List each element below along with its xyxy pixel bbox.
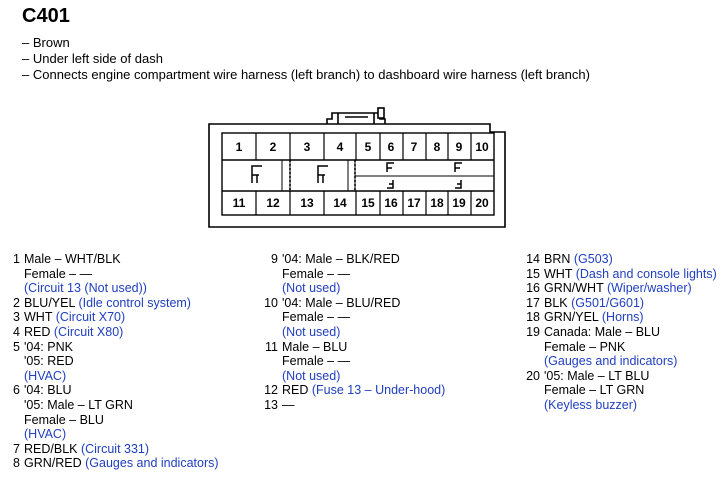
pin-description xyxy=(20,442,149,457)
pin-number: 18 xyxy=(526,310,540,325)
pin-entry xyxy=(522,267,717,282)
wire-color-text: WHT xyxy=(24,310,56,325)
pin-description-line xyxy=(24,413,133,428)
pin-description xyxy=(540,252,613,267)
wire-color-text: Canada: Male – BLU xyxy=(544,324,661,339)
pin-entry xyxy=(522,325,717,369)
pin-entry xyxy=(263,252,445,296)
pin-description-line xyxy=(282,340,350,355)
wire-color-text: '04: PNK xyxy=(24,339,73,354)
pin-entry xyxy=(6,456,219,471)
circuit-reference-link[interactable]: (Not used) xyxy=(282,324,341,339)
wire-color-text: Female – — xyxy=(282,354,351,369)
pin-entry xyxy=(6,310,219,325)
pin-description xyxy=(540,369,649,413)
wire-color-text: GRN/RED xyxy=(24,456,86,471)
pin-description xyxy=(278,296,400,340)
pin-label: 14 xyxy=(333,196,347,210)
pin-number: 14 xyxy=(526,252,540,266)
pin-description-line xyxy=(544,340,677,355)
circuit-reference-link[interactable]: (Circuit 331) xyxy=(80,441,150,456)
pin-label: 3 xyxy=(303,140,311,154)
pin-description-line xyxy=(282,398,295,413)
pin-description xyxy=(20,456,219,471)
pin-number: 19 xyxy=(526,324,540,339)
pin-description-line xyxy=(24,281,147,296)
pin-entry xyxy=(6,252,219,296)
pin-entry xyxy=(263,296,445,340)
pin-number: 10 xyxy=(264,295,278,310)
pin-description-line xyxy=(282,310,400,325)
pin-description-line xyxy=(282,354,350,369)
pin-label: 6 xyxy=(387,140,395,154)
pin-description-line xyxy=(24,398,133,413)
wire-color-text: Male – WHT/BLK xyxy=(24,252,121,266)
wire-color-text: Male – BLU xyxy=(282,339,348,354)
pin-entry xyxy=(522,310,717,325)
wire-color-text: Female – — xyxy=(282,310,351,325)
pin-number: 7 xyxy=(13,441,20,456)
circuit-reference-link[interactable]: (G501/G601) xyxy=(571,295,645,310)
circuit-reference-link[interactable]: (Gauges and indicators) xyxy=(85,456,219,471)
wire-color-text: Female – — xyxy=(282,266,351,281)
pin-entry xyxy=(6,442,219,457)
pin-description-line xyxy=(282,383,445,398)
pin-label: 20 xyxy=(475,196,489,210)
circuit-reference-link[interactable]: (Wiper/washer) xyxy=(606,281,692,296)
pin-description-line xyxy=(544,267,717,282)
wire-color-text: GRN/YEL xyxy=(544,310,602,325)
circuit-reference-link[interactable]: (Not used) xyxy=(282,368,341,383)
pin-label: 5 xyxy=(364,140,372,154)
pin-description-line xyxy=(282,325,400,340)
pin-description xyxy=(20,252,147,296)
pin-description-line xyxy=(544,398,649,413)
pin-description-line xyxy=(24,267,147,282)
wire-color-text: RED/BLK xyxy=(24,441,81,456)
pin-description-line xyxy=(24,456,219,471)
pin-description xyxy=(278,340,350,384)
pin-label: 13 xyxy=(300,196,314,210)
pin-label: 8 xyxy=(433,140,441,154)
pin-description xyxy=(20,310,125,325)
pin-number: 5 xyxy=(13,339,20,354)
wire-color-text: '04: BLU xyxy=(24,383,72,398)
wire-color-text: BLK xyxy=(544,295,572,310)
pin-label: 2 xyxy=(269,140,277,154)
wire-color-text: '04: Male – BLK/RED xyxy=(282,252,400,266)
wire-color-text: '04: Male – BLU/RED xyxy=(282,295,401,310)
pin-label: 19 xyxy=(452,196,466,210)
pin-description-line xyxy=(24,369,74,384)
pin-description-line xyxy=(24,325,123,340)
pin-number: 20 xyxy=(526,368,540,383)
pin-entry xyxy=(263,398,445,413)
pin-description xyxy=(278,383,445,398)
pin-entry xyxy=(263,383,445,398)
pin-description-line xyxy=(544,369,649,384)
wire-color-text: Female – — xyxy=(24,266,93,281)
pin-list-column-3 xyxy=(522,252,717,413)
pin-number: 12 xyxy=(264,383,278,398)
pin-entry xyxy=(522,281,717,296)
detail-connects: – Connects engine compartment wire harness (left branch) to dashboard wire harness (left branch) xyxy=(22,67,590,82)
pin-description-line xyxy=(24,296,191,311)
terminal-symbol-icon xyxy=(318,166,328,183)
pin-description xyxy=(278,398,295,413)
wire-color-text: Female – PNK xyxy=(544,339,626,354)
pin-list-column-1 xyxy=(6,252,219,471)
pin-description-line xyxy=(282,267,400,282)
pin-description-line xyxy=(24,427,133,442)
pin-number: 2 xyxy=(13,295,20,310)
pin-number: 8 xyxy=(13,456,20,471)
pin-number: 13 xyxy=(264,397,278,412)
pin-entry xyxy=(522,296,717,311)
wire-color-text: Female – BLU xyxy=(24,412,104,427)
pin-description-line xyxy=(544,325,677,340)
connector-latch xyxy=(327,113,385,124)
pin-description-line xyxy=(282,296,400,311)
terminal-symbol-icon xyxy=(387,163,394,172)
wire-color-text: WHT xyxy=(544,266,576,281)
circuit-reference-link[interactable]: (Circuit X70) xyxy=(55,310,126,325)
pin-description xyxy=(20,383,133,441)
pin-number: 9 xyxy=(271,252,278,266)
pin-description-line xyxy=(544,383,649,398)
pin-label: 1 xyxy=(235,140,243,154)
pin-number: 3 xyxy=(13,310,20,325)
pin-number: 11 xyxy=(265,339,278,354)
wire-color-text: '05: Male – LT BLU xyxy=(544,368,650,383)
pin-label: 16 xyxy=(384,196,398,210)
circuit-reference-link[interactable]: (HVAC) xyxy=(24,427,67,442)
pin-description-line xyxy=(282,369,350,384)
circuit-reference-link[interactable]: (Circuit X80) xyxy=(53,324,124,339)
pin-entry xyxy=(6,340,219,384)
pin-description xyxy=(20,340,74,384)
pin-description-line xyxy=(282,281,400,296)
pin-description-line xyxy=(544,252,613,267)
pin-number: 16 xyxy=(526,281,540,296)
pin-description-line xyxy=(24,340,74,355)
pin-number: 4 xyxy=(13,324,20,339)
pin-description-line xyxy=(282,252,400,267)
pin-label: 10 xyxy=(475,140,489,154)
pin-number: 6 xyxy=(13,383,20,398)
pin-entry xyxy=(6,296,219,311)
pin-description-line xyxy=(544,310,644,325)
circuit-reference-link[interactable]: (Circuit 13 (Not used)) xyxy=(24,281,147,296)
pin-entry xyxy=(6,383,219,441)
wire-color-text: BLU/YEL xyxy=(24,295,79,310)
pin-label: 17 xyxy=(407,196,421,210)
wire-color-text: '05: Male – LT GRN xyxy=(24,397,133,412)
wire-color-text: RED xyxy=(282,383,312,398)
pin-description-line xyxy=(24,383,133,398)
pin-label: 18 xyxy=(430,196,444,210)
detail-location: – Under left side of dash xyxy=(22,51,163,66)
pin-label: 15 xyxy=(361,196,375,210)
terminal-symbol-icon xyxy=(455,163,462,172)
pin-description xyxy=(20,296,191,311)
circuit-reference-link[interactable]: (HVAC) xyxy=(24,368,67,383)
pin-description-line xyxy=(24,310,125,325)
pin-description-line xyxy=(24,442,149,457)
circuit-reference-link[interactable]: (Not used) xyxy=(282,281,341,296)
pin-label: 7 xyxy=(410,140,418,154)
pin-description xyxy=(20,325,123,340)
pin-description xyxy=(540,325,677,369)
wire-color-text: '05: RED xyxy=(24,354,74,369)
circuit-reference-link[interactable]: (G503) xyxy=(573,252,613,266)
wire-color-text: RED xyxy=(24,324,54,339)
pin-number: 15 xyxy=(526,266,540,281)
pin-description xyxy=(278,252,400,296)
pin-description-line xyxy=(544,296,644,311)
wire-color-text: Female – LT GRN xyxy=(544,383,645,398)
pin-label: 4 xyxy=(336,140,344,154)
terminal-symbol-icon xyxy=(252,166,262,183)
pin-description xyxy=(540,281,692,296)
pin-description xyxy=(540,310,644,325)
pin-entry xyxy=(522,369,717,413)
circuit-reference-link[interactable]: (Dash and console lights) xyxy=(575,266,717,281)
pin-label: 9 xyxy=(455,140,463,154)
terminal-symbol-icon xyxy=(387,180,393,188)
detail-color: – Brown xyxy=(22,35,70,50)
terminal-symbol-icon xyxy=(455,180,461,188)
pin-entry xyxy=(522,252,717,267)
pin-entry xyxy=(263,340,445,384)
pin-description-line xyxy=(24,252,147,267)
pin-list-column-2 xyxy=(263,252,445,413)
pin-description-line xyxy=(24,354,74,369)
pin-number: 17 xyxy=(526,295,540,310)
circuit-reference-link[interactable]: (Keyless buzzer) xyxy=(544,397,638,412)
pin-label: 12 xyxy=(266,196,280,210)
wire-color-text: BRN xyxy=(544,252,574,266)
pin-entry xyxy=(6,325,219,340)
circuit-reference-link[interactable]: (Gauges and indicators) xyxy=(544,354,678,369)
pin-description-line xyxy=(544,354,677,369)
circuit-reference-link[interactable]: (Idle control system) xyxy=(78,295,191,310)
pin-description-line xyxy=(544,281,692,296)
connector-title: C401 xyxy=(22,5,70,27)
pin-description xyxy=(540,267,717,282)
circuit-reference-link[interactable]: (Fuse 13 – Under-hood) xyxy=(311,383,446,398)
wire-color-text: GRN/WHT xyxy=(544,281,607,296)
circuit-reference-link[interactable]: (Horns) xyxy=(601,310,644,325)
pin-number: 1 xyxy=(13,252,20,266)
pin-label: 11 xyxy=(232,196,246,210)
pin-description xyxy=(540,296,644,311)
wire-color-text: — xyxy=(282,397,295,412)
